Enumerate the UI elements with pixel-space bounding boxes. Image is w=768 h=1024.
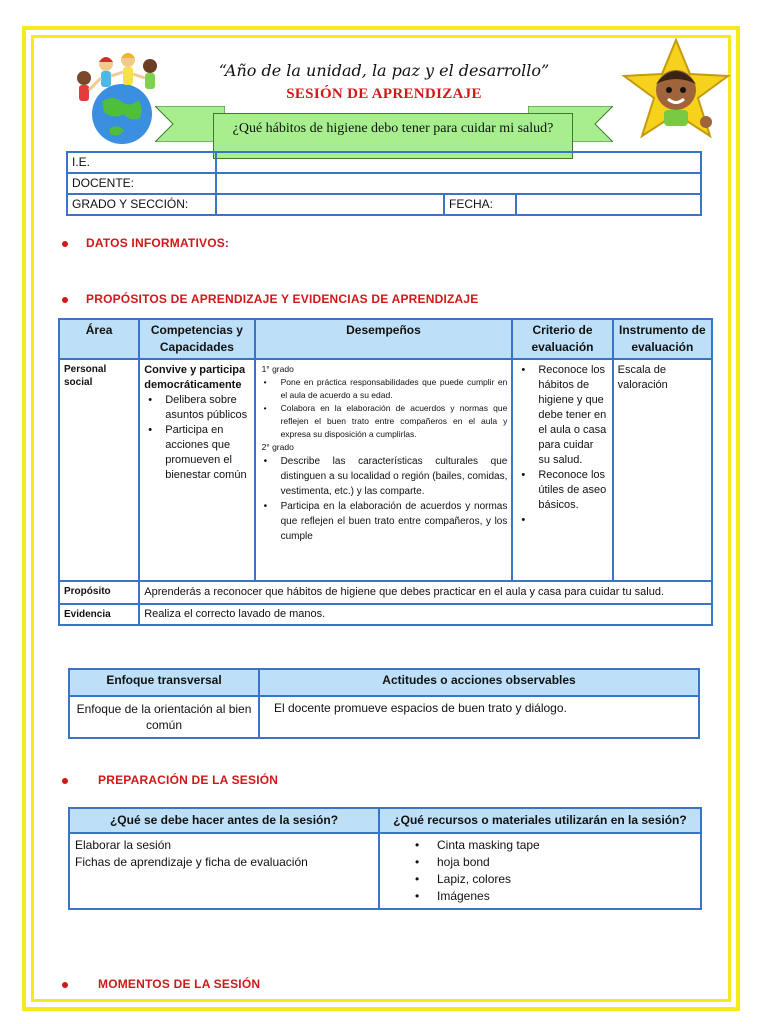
- list-item: • Lapiz, colores: [415, 871, 695, 888]
- capacidades-list: [144, 393, 249, 483]
- instrumento-cell: Escala de valoración: [613, 359, 712, 581]
- ie-value[interactable]: [216, 152, 701, 173]
- antes-cell: [69, 833, 379, 909]
- area-cell: Personal social: [59, 359, 139, 581]
- list-item: • Participa en la elaboración de acuerdos y normas que reflejen el buen trato entre compañeros, y los cumple: [260, 499, 508, 544]
- preparacion-table: [68, 807, 702, 910]
- motto: “Año de la unidad, la paz y el desarrollo”: [218, 61, 550, 80]
- list-item: • Cinta masking tape: [415, 837, 695, 854]
- session-question-banner: ¿Qué hábitos de higiene debo tener para cuidar mi salud?: [213, 113, 573, 159]
- proposito-text: Aprenderás a reconocer que hábitos de higiene que debes practicar en el aula y casa para cuidar tu salud.: [139, 581, 712, 604]
- actitud-cell: El docente promueve espacios de buen trato y diálogo.: [259, 696, 699, 738]
- desempenos-cell: [255, 359, 513, 581]
- grado1-label: 1° grado: [261, 364, 294, 374]
- grado-value[interactable]: [216, 194, 444, 215]
- header-enfoque: Enfoque transversal: [69, 669, 259, 696]
- header-criterio: Criterio de evaluación: [512, 319, 612, 359]
- header-actitudes: Actitudes o acciones observables: [259, 669, 699, 696]
- info-table: [66, 151, 702, 216]
- grado-label: GRADO Y SECCIÓN:: [67, 194, 216, 215]
- header-competencias: Competencias y Capacidades: [139, 319, 254, 359]
- section-datos: DATOS INFORMATIVOS:: [62, 236, 229, 250]
- criterio-cell: [512, 359, 612, 581]
- list-item: • hoja bond: [415, 854, 695, 871]
- propositos-table: [58, 318, 713, 626]
- evidencia-label: Evidencia: [59, 604, 139, 625]
- proposito-label: Propósito: [59, 581, 139, 604]
- list-item: • Participa en acciones que promueven el bienestar común: [144, 423, 249, 483]
- list-item: Fichas de aprendizaje y ficha de evaluación: [75, 855, 308, 869]
- docente-label: DOCENTE:: [67, 173, 216, 194]
- header-area: Área: [59, 319, 139, 359]
- competencias-cell: [139, 359, 254, 581]
- list-item: • Reconoce los hábitos de higiene y que debe tener en el aula o casa para cuidar su salud.: [517, 363, 607, 468]
- header-desempenos: Desempeños: [255, 319, 513, 359]
- enfoque-cell: Enfoque de la orientación al bien común: [69, 696, 259, 738]
- enfoque-table: [68, 668, 700, 739]
- page-title: SESIÓN DE APRENDIZAJE: [286, 86, 482, 102]
- section-momentos: MOMENTOS DE LA SESIÓN: [62, 977, 260, 991]
- list-item: • Delibera sobre asuntos públicos: [144, 393, 249, 423]
- list-item: • Pone en práctica responsabilidades que puede cumplir en el aula de acuerdo a su edad.: [260, 376, 508, 402]
- docente-value[interactable]: [216, 173, 701, 194]
- list-item: • Colabora en la elaboración de acuerdos y normas que reflejen el buen trato entre compañeros en el aula y expresa su disposición a cumplirlas.: [260, 402, 508, 441]
- fecha-value[interactable]: [516, 194, 701, 215]
- section-preparacion: PREPARACIÓN DE LA SESIÓN: [62, 773, 278, 787]
- fecha-label: FECHA:: [444, 194, 516, 215]
- competencia-title: Convive y participa democráticamente: [144, 364, 246, 391]
- list-item: • Imágenes: [415, 888, 695, 905]
- header-antes: ¿Qué se debe hacer antes de la sesión?: [69, 808, 379, 833]
- ie-label: I.E.: [67, 152, 216, 173]
- header-recursos: ¿Qué recursos o materiales utilizarán en la sesión?: [379, 808, 701, 833]
- evidencia-text: Realiza el correcto lavado de manos.: [139, 604, 712, 625]
- list-item: • Reconoce los útiles de aseo básicos.: [517, 468, 607, 513]
- section-propositos: PROPÓSITOS DE APRENDIZAJE Y EVIDENCIAS DE APRENDIZAJE: [62, 292, 478, 306]
- list-item: Elaborar la sesión: [75, 838, 172, 852]
- header-instrumento: Instrumento de evaluación: [613, 319, 712, 359]
- recursos-cell: [379, 833, 701, 909]
- list-item: • Describe las características culturales que distinguen a su localidad o región (bailes, comidas, vestimenta, etc.) y las comparte.: [260, 454, 508, 499]
- grado2-label: 2° grado: [261, 442, 294, 452]
